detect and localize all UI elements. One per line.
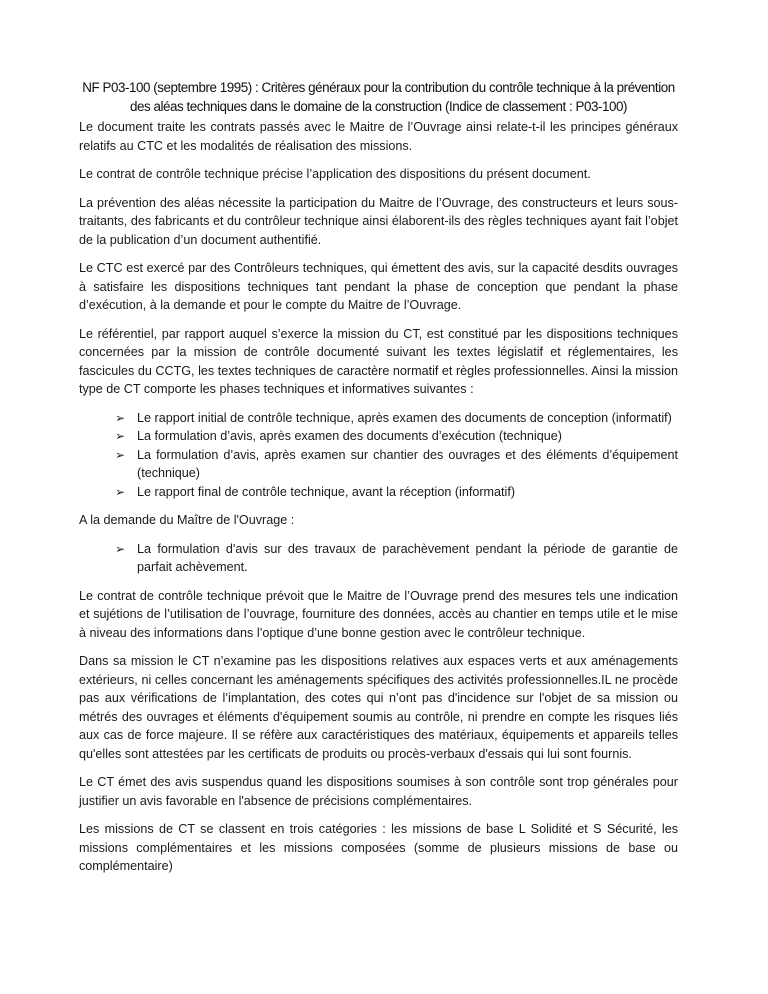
paragraph-suspended-opinions: Le CT émet des avis suspendus quand les dispositions soumises à son contrôle sont trop générales pour justifier un avis favorable en l'absence de précisions complémentaires.: [79, 775, 678, 808]
paragraph-mission-categories: Les missions de CT se classent en trois catégories : les missions de base L Solidité et S Sécurité, les missions complémentaires et les missions composées (somme de plusieurs missions de base ou complémentaire): [79, 822, 678, 873]
phase-text: Le rapport initial de contrôle technique, après examen des documents de conception (informatif): [137, 410, 672, 425]
paragraph-request-intro: A la demande du Maître de l'Ouvrage :: [79, 513, 295, 527]
document-title: NF P03-100 (septembre 1995) : Critères généraux pour la contribution du contrôle technique à la prévention des aléas techniques dans le domaine de la construction (Indice de classement : P03-100): [82, 80, 675, 114]
paragraph-referentiel: Le référentiel, par rapport auquel s’exerce la mission du CT, est constitué par les dispositions techniques concernées par la mission de contrôle documenté suivant les textes législatif et réglementaires, les fascicules du CCTG, les textes techniques de caractère normatif et règles professionnelles. Ainsi la mission type de CT comporte les phases techniques et informatives suivantes :: [79, 326, 678, 396]
arrow-bullet-icon: ➢: [115, 410, 126, 425]
arrow-bullet-icon: ➢: [115, 484, 126, 499]
arrow-bullet-icon: ➢: [115, 541, 126, 556]
request-list: [79, 540, 678, 577]
list-item: [115, 409, 678, 428]
arrow-bullet-icon: ➢: [115, 429, 126, 443]
phase-text: La formulation d’avis, après examen des documents d’exécution (technique): [137, 429, 562, 443]
request-text: La formulation d'avis sur des travaux de parachèvement pendant la période de garantie de parfait achèvement.: [137, 541, 678, 574]
phase-text: Le rapport final de contrôle technique, avant la réception (informatif): [137, 484, 516, 499]
paragraph-ctc: Le CTC est exercé par des Contrôleurs techniques, qui émettent des avis, sur la capacité desdits ouvrages à satisfaire les dispositions techniques tant pendant la phase de conception que pendant la phase d’exécution, à la demande et pour le compte du Maitre de l’Ouvrage.: [79, 261, 678, 312]
list-item: [115, 540, 678, 577]
list-item: [115, 427, 678, 446]
list-item: [115, 446, 678, 483]
paragraph-owner-measures: Le contrat de contrôle technique prévoit que le Maitre de l’Ouvrage prend des mesures tels une indication et sujétions de l’utilisation de l’ouvrage, fourniture des données, accès au chantier en temps utile et le mise à niveau des informations dans l’optique d’une bonne gestion avec le contrôleur technique.: [79, 588, 678, 640]
paragraph-contract-scope: Le contrat de contrôle technique précise l’application des dispositions du présent document.: [79, 167, 591, 181]
list-item: [115, 483, 678, 502]
paragraph-contracts: Le document traite les contrats passés avec le Maitre de l’Ouvrage ainsi relate-t-il les principes généraux relatifs au CTC et les modalités de réalisation des missions.: [79, 120, 678, 153]
paragraph-mission-exclusions: Dans sa mission le CT n’examine pas les dispositions relatives aux espaces verts et aux aménagements extérieurs, ni celles concernant les aménagements spécifiques des activités professionnelles.IL ne procède pas aux vérifications de l’implantation, des cotes qui n’ont pas d'incidence sur l'objet de sa mission ou métrés des ouvrages et éléments d'équipement soumis au contrôle, ni prendre en compte les risques liés aux cas de force majeure. Il se réfère aux caractéristiques des matériaux, équipements et appareils telles qu'elles sont attestées par les certificats de produits ou procès-verbaux d'essais qui lui sont fournis.: [79, 654, 678, 761]
paragraph-prevention: La prévention des aléas nécessite la participation du Maitre de l’Ouvrage, des constructeurs et leurs sous-traitants, des fabricants et du contrôleur technique ainsi élaborent-ils des règles techniques ayant fait l’objet de la publication d’un document authentifié.: [79, 195, 678, 247]
arrow-bullet-icon: ➢: [115, 447, 126, 462]
phases-list: [79, 409, 678, 502]
phase-text: La formulation d’avis, après examen sur chantier des ouvrages et des éléments d’équipement (technique): [137, 447, 678, 480]
